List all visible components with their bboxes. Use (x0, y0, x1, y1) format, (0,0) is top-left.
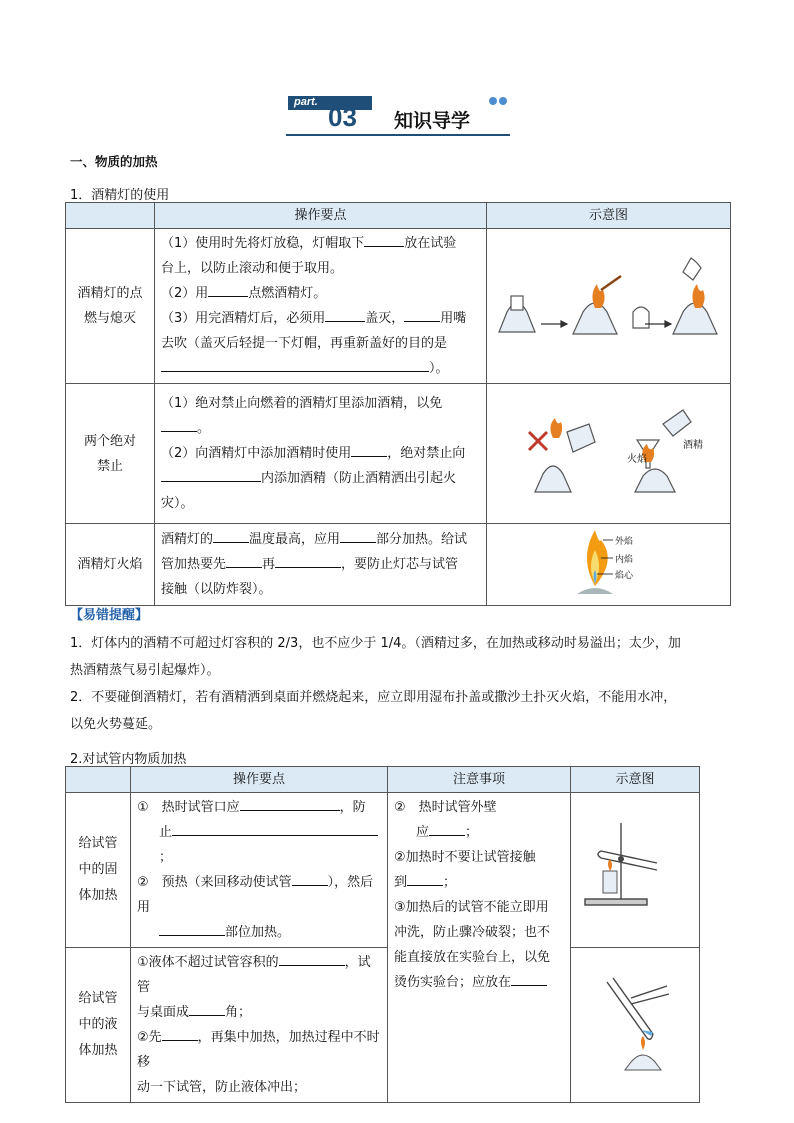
liquid-heating-diagram (571, 968, 700, 1074)
text: （1）绝对禁止向燃着的酒精灯里添加酒精，以免 (161, 396, 443, 411)
table-header-row (66, 767, 700, 793)
text-line (161, 391, 480, 416)
text: （2）用 (161, 286, 209, 301)
row-label (66, 229, 155, 384)
text: 去吹（盖灭后轻提一下灯帽，再重新盖好的目的是 (161, 336, 448, 351)
text-line (161, 306, 480, 331)
blank (159, 920, 225, 936)
blank (279, 950, 345, 966)
text-line (161, 527, 480, 552)
text: 再 (262, 557, 276, 572)
table-header-row (66, 203, 731, 229)
text-line (161, 441, 480, 466)
text: 台上，以防止滚动和便于取用。 (161, 261, 344, 276)
warning-item (70, 630, 730, 684)
text: ，要防止灯芯与试管 (341, 557, 459, 572)
blank (325, 306, 365, 322)
row-content (155, 229, 487, 384)
text: 烫伤实验台；应放在 (394, 975, 512, 990)
text: ① 热时试管口应 (137, 800, 240, 815)
warning-line: 1．灯体内的酒精不可超过灯容积的 2/3，也不应少于 1/4。（酒精过多，在加热或移动时易溢出；太少，加 (70, 636, 681, 651)
text: ； (443, 875, 457, 890)
text-line (394, 970, 564, 995)
text-line (161, 281, 480, 306)
diagram-cell (571, 948, 700, 1103)
text-line (394, 820, 564, 845)
text: 动一下试管，防止液体冲出； (137, 1080, 307, 1095)
text: 角； (225, 1005, 252, 1020)
text: 灾）。 (161, 496, 194, 511)
alcohol-lamp-table (65, 202, 731, 606)
blank (351, 441, 387, 457)
warning-item (70, 684, 730, 738)
flame-structure-diagram (487, 524, 731, 596)
part-number: 03 (328, 102, 357, 132)
text-line (161, 577, 480, 602)
text: 接触（以防炸裂）。 (161, 582, 272, 597)
table-row (66, 524, 731, 606)
blank (240, 795, 340, 811)
warning-title: 【易错提醒】 (70, 608, 149, 623)
text: ②先 (137, 1030, 162, 1045)
text-line (394, 845, 564, 870)
text: 。 (197, 421, 211, 436)
label-flame-core: 焰心 (615, 571, 634, 581)
blank (208, 281, 248, 297)
diagram-cell (487, 229, 731, 384)
label-inner-flame: 内焰 (615, 555, 634, 565)
blank (364, 231, 404, 247)
text-line (394, 920, 564, 945)
table-row (66, 229, 731, 384)
blank (340, 527, 376, 543)
text: 管加热要先 (161, 557, 227, 572)
text: 放在试验 (404, 236, 457, 251)
solid-heating-diagram (571, 813, 700, 919)
text-line (137, 1075, 381, 1100)
text: （3）用完酒精灯后，必须用 (161, 311, 326, 326)
row-label-text: 给试管中的固体加热 (78, 836, 118, 903)
text: 应 (416, 825, 430, 840)
text-line (137, 1000, 381, 1025)
text-line (137, 950, 381, 1000)
text-line (161, 491, 480, 516)
header-underline (286, 134, 510, 136)
test-tube-table (65, 766, 700, 1103)
blank (161, 356, 429, 372)
row-label: 酒精灯火焰 (66, 524, 155, 606)
text: 部分加热。给试 (376, 532, 468, 547)
blank (292, 870, 328, 886)
blank (161, 416, 197, 432)
row-content (155, 524, 487, 606)
warning-line: 2．不要碰倒酒精灯，若有酒精洒到桌面并燃烧起来，应立即用湿布扑盖或撒沙土扑灭火焰，不能用水冲， (70, 690, 677, 705)
text: 到 (394, 875, 408, 890)
header-cell-empty (66, 203, 155, 229)
notes-cell (388, 793, 571, 1103)
text-line (161, 256, 480, 281)
table-row (66, 948, 700, 1103)
text: 能直接放在实验台上，以免 (394, 950, 551, 965)
text: 盖灭， (365, 311, 405, 326)
decorative-dots-icon (488, 94, 510, 108)
text: （1）使用时先将灯放稳，灯帽取下 (161, 236, 365, 251)
text-line (394, 795, 564, 820)
table-row (66, 384, 731, 524)
blank (213, 527, 249, 543)
diagram-cell (487, 524, 731, 606)
row-content (155, 384, 487, 524)
table1-caption: 1．酒精灯的使用 (70, 188, 170, 203)
text: ）。 (429, 361, 449, 376)
blank (226, 552, 262, 568)
row-label-text: 酒精灯的点燃与熄灭 (77, 286, 143, 326)
row-label-text: 给试管中的液体加热 (78, 991, 118, 1058)
warning-line: 以免火势蔓延。 (70, 717, 162, 732)
text-line (137, 920, 381, 945)
text: ② 预热（来回移动使试管 (137, 875, 292, 890)
blank (161, 466, 261, 482)
text: 用嘴 (440, 311, 467, 326)
blank (189, 1000, 225, 1016)
no-refill-diagram (487, 384, 731, 514)
text: ，试管 (137, 955, 371, 995)
text: 温度最高，应用 (249, 532, 341, 547)
row-label (66, 948, 131, 1103)
blank (275, 552, 341, 568)
text: ，防 (339, 800, 366, 815)
blank (511, 970, 547, 986)
row-content (131, 793, 388, 948)
row-label (66, 793, 131, 948)
text: ； (159, 850, 173, 865)
blank (407, 870, 443, 886)
label-outer-flame: 外焰 (615, 537, 634, 547)
table-row (66, 793, 700, 948)
label-alcohol: 酒精 (683, 440, 703, 451)
label-flame: 火焰 (627, 454, 647, 465)
text-line (137, 1025, 381, 1075)
text: 与桌面成 (137, 1005, 190, 1020)
header-note: 注意事项 (388, 767, 571, 793)
text: 冲洗，防止骤冷破裂；也不 (394, 925, 551, 940)
blank (404, 306, 440, 322)
row-label (66, 384, 155, 524)
header-cell-empty (66, 767, 131, 793)
blank (162, 1025, 198, 1041)
header-diagram: 示意图 (571, 767, 700, 793)
text: （2）向酒精灯中添加酒精时使用 (161, 446, 352, 461)
header-op: 操作要点 (155, 203, 487, 229)
page-title: 知识导学 (394, 110, 471, 132)
text-line (137, 870, 381, 920)
header-op: 操作要点 (131, 767, 388, 793)
lamp-lighting-diagram (487, 232, 731, 372)
blank (429, 820, 465, 836)
text-line (161, 331, 480, 356)
text: 内添加酒精（防止酒精洒出引起火 (261, 471, 457, 486)
section-heading: 一、物质的加热 (70, 154, 158, 169)
text-line (161, 416, 480, 441)
table2-caption: 2.对试管内物质加热 (70, 752, 187, 767)
text-line (161, 356, 480, 381)
text: 止 (159, 825, 173, 840)
blank (172, 820, 378, 836)
text: ，再集中加热，加热过程中不时移 (137, 1030, 380, 1070)
text: ，绝对禁止向 (387, 446, 466, 461)
text-line (161, 552, 480, 577)
row-label-text: 两个绝对禁止 (83, 433, 136, 474)
text: ； (465, 825, 479, 840)
text: 点燃酒精灯。 (248, 286, 327, 301)
text: ② 热时试管外壁 (394, 800, 497, 815)
text: 部位加热。 (225, 925, 291, 940)
header-diagram: 示意图 (487, 203, 731, 229)
part-label: part. (294, 96, 318, 108)
text-line (161, 231, 480, 256)
text-line (161, 466, 480, 491)
text-line (394, 945, 564, 970)
text-line (137, 820, 381, 870)
text-line (137, 795, 381, 820)
text: 酒精灯的 (161, 532, 214, 547)
text-line (394, 895, 564, 920)
section-header (284, 92, 510, 140)
diagram-cell (487, 384, 731, 524)
warning-line: 热酒精蒸气易引起爆炸）。 (70, 663, 220, 678)
text-line (394, 870, 564, 895)
diagram-cell (571, 793, 700, 948)
text: ），然后用 (137, 875, 374, 915)
row-content (131, 948, 388, 1103)
text: ①液体不超过试管容积的 (137, 955, 279, 970)
text: ②加热时不要让试管接触 (394, 850, 536, 865)
text: ③加热后的试管不能立即用 (394, 900, 549, 915)
